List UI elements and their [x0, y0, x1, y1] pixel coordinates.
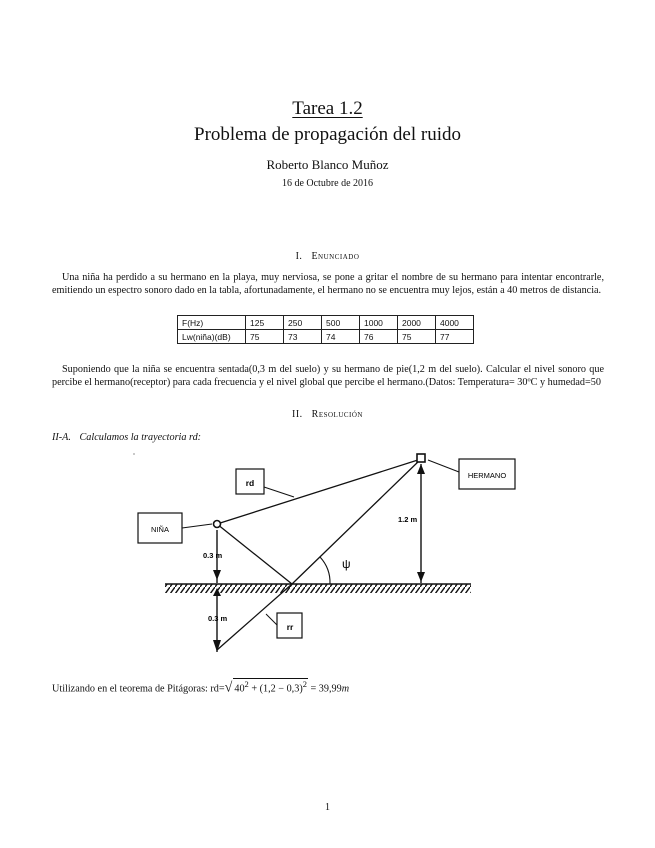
receiver-marker	[417, 454, 425, 462]
table-row-frequency	[178, 316, 474, 330]
table-row-level	[178, 330, 474, 344]
table-cell: 76	[360, 330, 398, 344]
subsection-title: Calculamos la trayectoria rd:	[79, 432, 202, 443]
radicand-b: + (1,2 − 0,3)	[248, 683, 303, 695]
nina-label: NIÑA	[151, 525, 169, 534]
spectrum-table	[177, 315, 474, 344]
paper-title: Tarea 1.2	[292, 98, 363, 119]
sqrt-icon: √	[224, 680, 233, 696]
page-number: 1	[325, 802, 330, 813]
image-height-label: 0.3 m	[208, 614, 228, 623]
section-number: I.	[295, 251, 303, 262]
section-heading-resolucion	[0, 409, 655, 420]
table-cell: 75	[398, 330, 436, 344]
table-header-frequency: F(Hz)	[178, 316, 246, 330]
pythagoras-formula	[52, 678, 349, 696]
receiver-height-label: 1.2 m	[398, 515, 418, 524]
formula-result: = 39,99	[307, 683, 342, 695]
angle-label: ψ	[342, 557, 351, 571]
table-cell: 75	[246, 330, 284, 344]
table-cell: 500	[322, 316, 360, 330]
table-cell: 125	[246, 316, 284, 330]
table-header-level: Lw(niña)(dB)	[178, 330, 246, 344]
problem-statement-paragraph: Una niña ha perdido a su hermano en la playa, muy nerviosa, se pone a gritar el nombre de su hermano para intentar encontrarle, emitiendo un espectro sonoro dado en la tabla, afortunadamente, el hermano no se encuentra muy lejos, están a 40 metros de distancia.	[52, 272, 604, 296]
section-title: Enunciado	[311, 251, 360, 262]
exponent-a: 2	[244, 679, 249, 689]
rd-label: rd	[245, 478, 255, 488]
table-cell: 250	[284, 316, 322, 330]
source-height-label: 0.3 m	[203, 551, 223, 560]
subsection-number: II-A.	[52, 432, 71, 443]
table-cell: 74	[322, 330, 360, 344]
author-name: Roberto Blanco Muñoz	[266, 157, 389, 172]
table-cell: 2000	[398, 316, 436, 330]
rr-label: rr	[286, 622, 294, 632]
section-heading-enunciado	[0, 251, 655, 262]
hermano-label: HERMANO	[467, 471, 507, 480]
radicand	[233, 678, 308, 694]
paper-date: 16 de Octubre de 2016	[281, 178, 374, 189]
source-marker	[214, 521, 221, 528]
table-cell: 4000	[436, 316, 474, 330]
table-cell: 73	[284, 330, 322, 344]
ground-hatch	[165, 584, 471, 593]
exponent-b: 2	[302, 679, 307, 689]
question-paragraph: Suponiendo que la niña se encuentra sentada(0,3 m del suelo) y su hermano de pie(1,2 m del suelo). Calcular el nivel sonoro que percibe el hermano(receptor) para cada frecuencia y el nivel global que percibe el hermano.(Datos: Temperatura= 30ºC y humedad=50	[52, 364, 604, 388]
table-cell: 1000	[360, 316, 398, 330]
angle-arc	[320, 557, 330, 584]
section-title: Resolución	[311, 409, 363, 420]
section-number: II.	[291, 409, 303, 420]
paper-subtitle: Problema de propagación del ruido	[194, 124, 461, 145]
formula-prefix: Utilizando en el teorema de Pitágoras: rd=	[52, 683, 225, 695]
propagation-diagram	[0, 440, 655, 665]
reflected-path-incident	[217, 524, 292, 584]
table-cell: 77	[436, 330, 474, 344]
formula-unit: m	[341, 683, 350, 695]
radicand-a: 40	[234, 683, 245, 695]
